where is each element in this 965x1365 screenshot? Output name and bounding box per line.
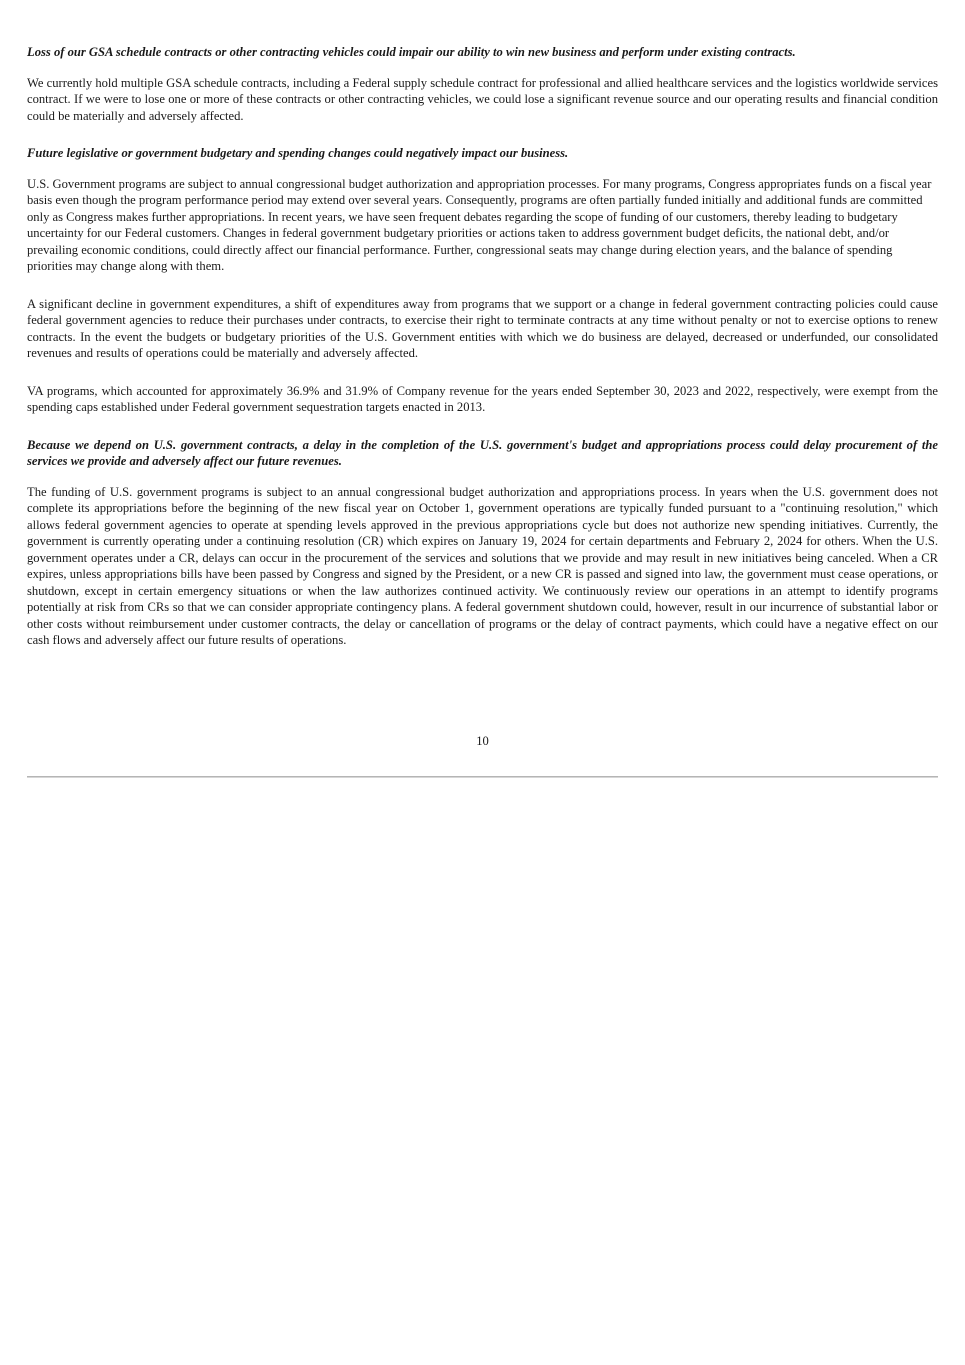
section-heading-budget-changes: Future legislative or government budgetary and spending changes could negatively impact our business. <box>27 146 569 160</box>
section-heading-gsa-contracts: Loss of our GSA schedule contracts or other contracting vehicles could impair our ability to win new business and perform under existing contracts. <box>27 45 796 59</box>
paragraph-continuing-resolution: The funding of U.S. government programs is subject to an annual congressional budget authorization and appropriations process. In years when the U.S. government does not complete its appropriations before the beginning of the new fiscal year on October 1, government operations are typically funded pursuant to a "continuing resolution," which allows federal government agencies to operate at spending levels approved in the previous appropriations cycle but does not authorize new spending initiatives. Currently, the government is currently operating under a continuing resolution (CR) which expires on January 19, 2024 for certain departments and February 2, 2024 for others. When the U.S. government operates under a CR, delays can occur in the procurement of the services and solutions that we provide and may result in new initiatives being canceled. When a CR expires, unless appropriations bills have been passed by Congress and signed by the President, or a new CR is passed and signed into law, the government must cease operations, or shutdown, except in certain emergency situations or when the law authorizes continued activity. We continuously review our operations in an attempt to identify programs potentially at risk from CRs so that we can consider appropriate contingency plans. A federal government shutdown could, however, result in our incurrence of substantial labor or other costs without reimbursement under customer contracts, the delay or cancellation of programs or the delay of contract payments, which could have a negative effect on our cash flows and adversely affect our future results of operations. <box>27 484 938 647</box>
page-divider <box>27 776 938 778</box>
section-heading-appropriations-delay: Because we depend on U.S. government contracts, a delay in the completion of the U.S. government's budget and appropriations process could delay procurement of the services we provide and adversely affect our future revenues. <box>27 437 938 468</box>
page-number: 10 <box>476 734 489 748</box>
document-page <box>27 44 938 649</box>
paragraph-expenditure-decline: A significant decline in government expenditures, a shift of expenditures away from programs that we support or a change in federal government contracting policies could cause federal government agencies to reduce their purchases under contracts, to exercise their right to terminate contracts at any time without penalty or not to exercise options to renew contracts. In the event the budgets or budgetary priorities of the U.S. Government entities with which we do business are delayed, decreased or underfunded, our consolidated revenues and results of operations could be materially and adversely affected. <box>27 296 938 360</box>
paragraph-appropriation-processes: U.S. Government programs are subject to annual congressional budget authorization and appropriation processes. For many programs, Congress appropriates funds on a fiscal year basis even though the program performance period may extend over several years. Consequently, programs are often partially funded initially and additional funds are committed only as Congress makes further appropriations. In recent years, we have seen frequent debates regarding the scope of funding of our customers, thereby leading to budgetary uncertainty for our Federal customers. Changes in federal government budgetary priorities or actions taken to address government budget deficits, the national debt, and/or prevailing economic conditions, could directly affect our financial performance. Further, congressional seats may change during election years, and the balance of spending priorities may change along with them. <box>27 176 932 273</box>
paragraph-va-programs: VA programs, which accounted for approximately 36.9% and 31.9% of Company revenue for the years ended September 30, 2023 and 2022, respectively, were exempt from the spending caps established under Federal government sequestration targets enacted in 2013. <box>27 383 938 414</box>
paragraph-gsa-contracts: We currently hold multiple GSA schedule contracts, including a Federal supply schedule contract for professional and allied healthcare services and the logistics worldwide services contract. If we were to lose one or more of these contracts or other contracting vehicles, we could lose a significant revenue source and our operating results and financial condition could be materially and adversely affected. <box>27 75 938 123</box>
